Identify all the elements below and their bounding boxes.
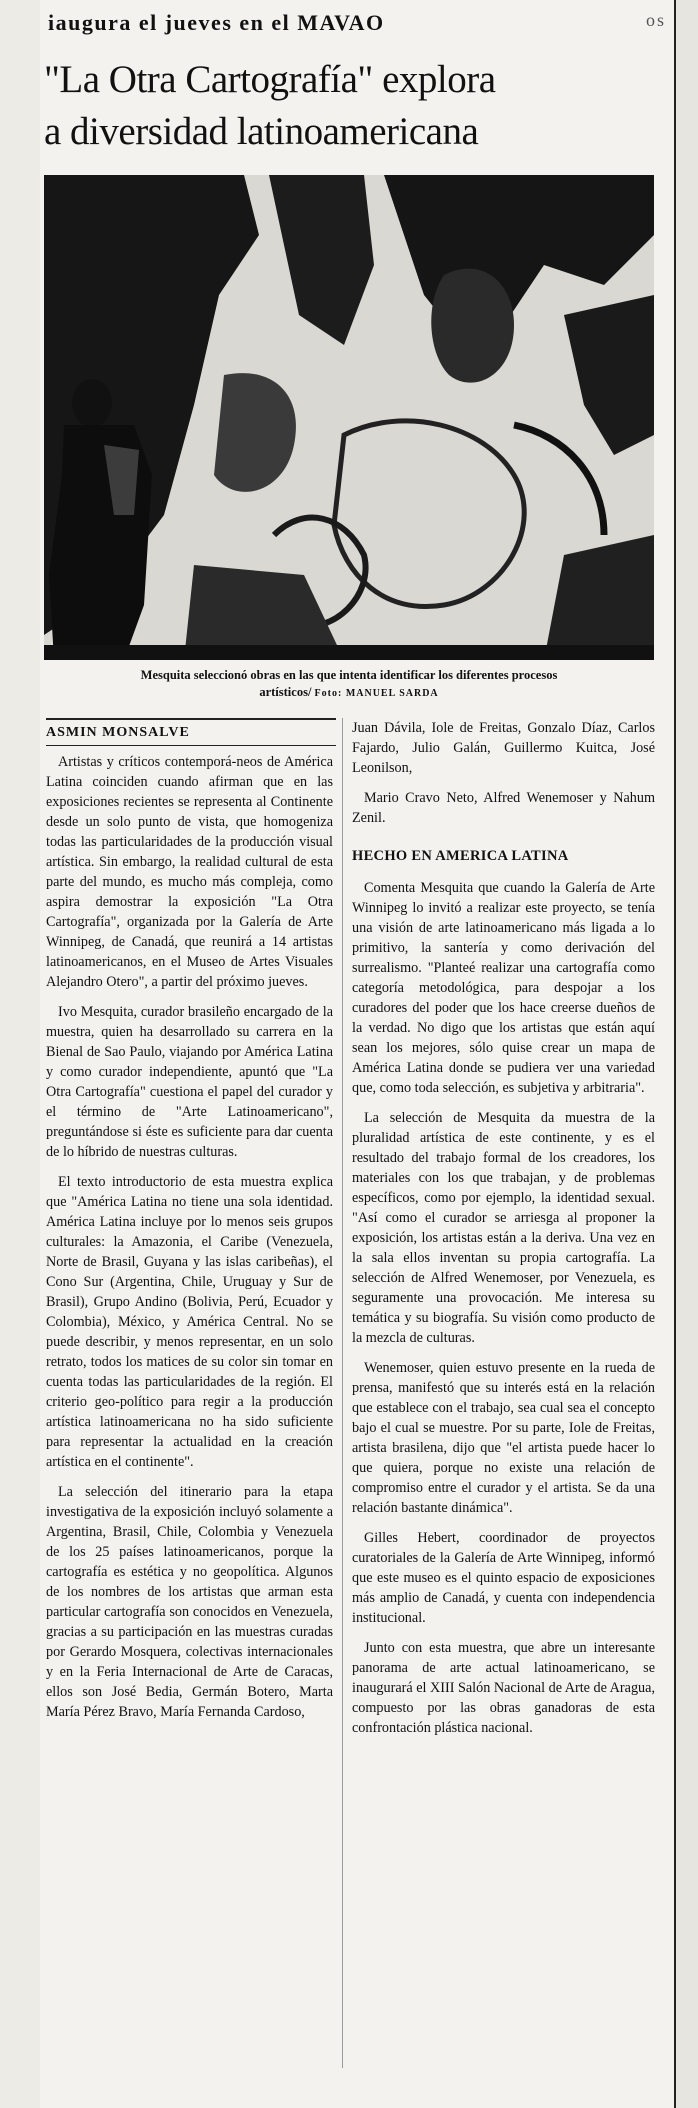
paragraph: Comenta Mesquita que cuando la Galería de Arte Winnipeg lo invitó a realizar este proyecto, se tenía una visión de arte latinoamericano más ligada a lo primitivo, la santería y como derivación del surrealismo. "Planteé realizar una cartografía como categoría metodológica, para despojar a los curadores del poder que los hace creerse dueños de la verdad. No digo que los artistas que están aquí sean los mejores, sólo quise crear un mapa de América Latina donde se pudiera ver una variedad que, como toda selección, es subjetiva y arbitraria". (352, 880, 655, 1096)
paragraph: Wenemoser, quien estuvo presente en la rueda de prensa, manifestó que su interés está en la relación que establece con el trabajo, sea cual sea el concepto bajo el cual se muestre. Por su parte, Iole de Freitas, artista brasilena, dijo que "el artista puede hacer lo que quiera, porque no existe una relación de compromiso entre el curador y el artista. Se da una relación bastante dinámica". (352, 1360, 655, 1516)
caption-continued-text: artísticos/ (259, 685, 312, 699)
byline-rule (46, 718, 336, 720)
paragraph: Gilles Hebert, coordinador de proyectos curatoriales de la Galería de Arte Winnipeg, informó que este museo es el quinto espacio de exposiciones más amplio de Canadá, y cuenta con independencia institucional. (352, 1530, 655, 1626)
left-margin-shade (0, 0, 40, 2108)
article-photo (44, 175, 654, 660)
caption-text: Mesquita seleccionó obras en las que intenta identificar los diferentes procesos (140, 668, 558, 682)
paragraph: Ivo Mesquita, curador brasileño encargado de la muestra, quien ha desarrollado su carrera en la Bienal de Sao Paulo, viajando por América Latina y como curador independiente, apuntó que "La Otra Cartografía" cuestiona el papel del curador y el término de "Arte Latinoamericano", preguntándose si éste es suficiente para dar cuenta de lo híbrido de nuestras culturas. (46, 1004, 333, 1160)
section-subhead: HECHO EN AMERICA LATINA (352, 848, 569, 864)
headline-line-2: a diversidad latinoamericana (44, 110, 479, 153)
photo-credit: Foto: MANUEL SARDA (314, 688, 439, 699)
adjacent-article-fragment: os (646, 10, 667, 30)
paragraph: Juan Dávila, Iole de Freitas, Gonzalo Díaz, Carlos Fajardo, Julio Galán, Guillermo Kuitca, José Leonilson, (352, 720, 655, 776)
paragraph: La selección de Mesquita da muestra de la pluralidad artística de este continente, y es el resultado del trabajo formal de los creadores, los materiales con los que trabajan, y de problemas específicos, como por ejemplo, la identidad sexual. "Así como el curador se arriesga al proponer la exposición, los artistas están a la deriva. Una vez en la sala ellos inventan su propia cartografía. La selección de Alfred Wenemoser, por Venezuela, es seguramente una provocación. Me interesa su temática y su biografía. Su visión como producto de la mezcla de culturas. (352, 1110, 655, 1346)
paragraph: El texto introductorio de esta muestra explica que "América Latina no tiene una sola identidad. América Latina incluye por lo menos seis grupos culturales: la Amazonia, el Caribe (Venezuela, Norte de Brasil, Guyana y las islas caribeñas), el Cono Sur (Argentina, Chile, Uruguay y Sur de Brasil), Grupo Andino (Bolivia, Perú, Ecuador y Colombia), México, y América Central. No se puede describir, y menos representar, en un solo retrato, todos los matices de su color sin tomar en cuenta todas las particularidades de la región. El criterio geo-político para regir a la producción artística latinoamericana no ha sido suficiente para representar la actualidad en la creación artística en el continente". (46, 1174, 333, 1470)
paragraph: Mario Cravo Neto, Alfred Wenemoser y Nahum Zenil. (352, 790, 655, 826)
photo-caption (44, 667, 654, 702)
headline (44, 54, 664, 158)
byline-block (46, 718, 336, 746)
right-column-rule (674, 0, 676, 2108)
column-divider (342, 718, 343, 2068)
headline-line-1: "La Otra Cartografía" explora (44, 58, 496, 101)
kicker: iaugura el jueves en el MAVAO (48, 10, 385, 35)
paragraph: Junto con esta muestra, que abre un interesante panorama de arte actual latinoamericano, se inaugurará el XIII Salón Nacional de Arte de Aragua, compuesto por las obras ganadoras de esta confrontación plástica nacional. (352, 1640, 655, 1736)
caption-continued (44, 684, 654, 702)
paragraph: Artistas y críticos contemporá-neos de América Latina coinciden cuando afirman que en las exposiciones recientes se representa al Continente desde un solo punto de vista, que homogeniza todas las particularidades de la producción visual artística. Sin embargo, la realidad cultural de esta parte del mundo, es mucho más compleja, como aspira demostrar la exposición "La Otra Cartografía", organizada por la Galería de Arte Winnipeg, de Canadá, que reunirá a 14 artistas latinoamericanos, en el Museo de Artes Visuales Alejandro Otero", a partir del próximo jueves. (46, 754, 333, 990)
article-column-2 (352, 718, 655, 1748)
paragraph: La selección del itinerario para la etapa investigativa de la exposición incluyó solamente a Argentina, Brasil, Chile, Colombia y Venezuela de los 25 países latinoamericanos, porque la cartografía es estética y no geopolítica. Algunos de los nombres de los artistas que arman esta particular cartografía son conocidos en Venezuela, gracias a su participación en las muestras curadas por Gerardo Mosquera, colectivas internacionales y en la Feria Internacional de Arte de Caracas, ellos son José Bedia, Germán Botero, Marta María Pérez Bravo, María Fernanda Cardoso, (46, 1484, 333, 1720)
byline-underline (46, 745, 336, 746)
byline: ASMIN MONSALVE (46, 725, 190, 740)
article-column-1 (46, 752, 333, 1732)
right-margin-shade (676, 0, 698, 2108)
